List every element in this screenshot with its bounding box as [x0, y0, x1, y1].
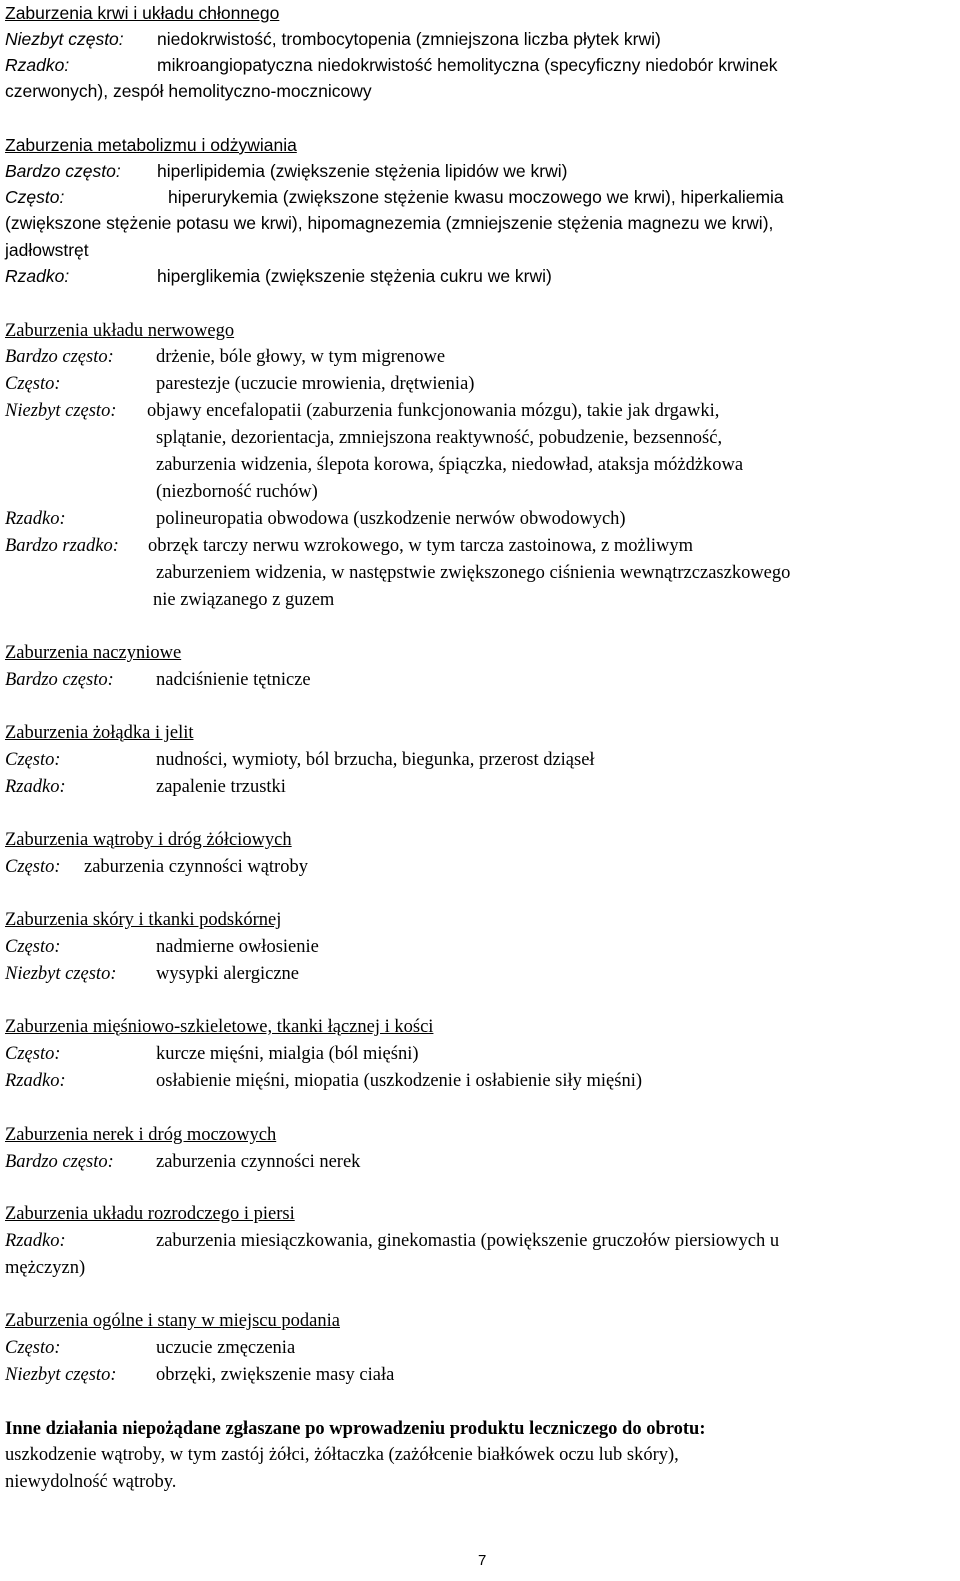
section-title: Zaburzenia krwi i układu chłonnego	[5, 3, 280, 23]
frequency-label: Rzadko:	[5, 55, 70, 75]
effect-text: uczucie zmęczenia	[156, 1338, 296, 1358]
frequency-label: Często:	[5, 750, 61, 770]
frequency-label: Często:	[5, 374, 61, 394]
frequency-label: Często:	[5, 1044, 61, 1064]
effect-text: kurcze mięśni, mialgia (ból mięśni)	[156, 1044, 419, 1064]
section-title: Zaburzenia mięśniowo-szkieletowe, tkanki łącznej i kości	[5, 1017, 434, 1037]
frequency-label: Niezbyt często:	[5, 401, 117, 421]
effect-text: hiperurykemia (zwiększone stężenie kwasu moczowego we krwi), hiperkaliemia	[168, 187, 784, 207]
frequency-label: Rzadko:	[5, 266, 70, 286]
effect-text: obrzęki, zwiększenie masy ciała	[156, 1365, 395, 1385]
section-title: Zaburzenia metabolizmu i odżywiania	[5, 135, 297, 155]
post-marketing-heading: Inne działania niepożądane zgłaszane po wprowadzeniu produktu leczniczego do obrotu:	[5, 1419, 706, 1439]
effect-text: (niezborność ruchów)	[156, 482, 318, 502]
section-title: Zaburzenia układu rozrodczego i piersi	[5, 1204, 295, 1224]
effect-text: polineuropatia obwodowa (uszkodzenie nerwów obwodowych)	[156, 509, 626, 529]
frequency-label: Rzadko:	[5, 1071, 66, 1091]
effect-text: zaburzenia widzenia, ślepota korowa, śpiączka, niedowład, ataksja móżdżkowa	[156, 455, 744, 475]
section-title: Zaburzenia żołądka i jelit	[5, 723, 194, 743]
frequency-label: Niezbyt często:	[5, 29, 124, 49]
frequency-label: Często:	[5, 187, 65, 207]
frequency-label: Rzadko:	[5, 509, 66, 529]
effect-text: czerwonych), zespół hemolityczno-mocznicowy	[5, 81, 372, 101]
section-title: Zaburzenia układu nerwowego	[5, 321, 235, 341]
effect-text: nudności, wymioty, ból brzucha, biegunka, przerost dziąseł	[156, 750, 595, 770]
frequency-label: Rzadko:	[5, 777, 66, 797]
frequency-label: Bardzo często:	[5, 670, 114, 690]
section-title: Zaburzenia ogólne i stany w miejscu podania	[5, 1311, 340, 1331]
frequency-label: Bardzo często:	[5, 161, 121, 181]
effect-text: wysypki alergiczne	[156, 964, 299, 984]
effect-text: zaburzenia miesiączkowania, ginekomastia (powiększenie gruczołów piersiowych u	[156, 1231, 780, 1251]
frequency-label: Rzadko:	[5, 1231, 66, 1251]
effect-text: osłabienie mięśni, miopatia (uszkodzenie i osłabienie siły mięśni)	[156, 1071, 643, 1091]
effect-text: (zwiększone stężenie potasu we krwi), hipomagnezemia (zmniejszenie stężenia magnezu we krwi),	[5, 213, 774, 233]
effect-text: mężczyzn)	[5, 1258, 86, 1278]
effect-text: niewydolność wątroby.	[5, 1472, 177, 1492]
effect-text: zaburzenia czynności wątroby	[84, 857, 308, 877]
effect-text: jadłowstręt	[5, 240, 89, 260]
effect-text: zaburzeniem widzenia, w następstwie zwiększonego ciśnienia wewnątrzczaszkowego	[156, 563, 791, 583]
effect-text: splątanie, dezorientacja, zmniejszona reaktywność, pobudzenie, bezsenność,	[156, 428, 723, 448]
section-title: Zaburzenia wątroby i dróg żółciowych	[5, 830, 292, 850]
effect-text: mikroangiopatyczna niedokrwistość hemolityczna (specyficzny niedobór krwinek	[157, 55, 778, 75]
effect-text: hiperlipidemia (zwiększenie stężenia lipidów we krwi)	[157, 161, 568, 181]
frequency-label: Często:	[5, 857, 61, 877]
frequency-label: Bardzo rzadko:	[5, 536, 119, 556]
frequency-label: Niezbyt często:	[5, 1365, 117, 1385]
effect-text: nadciśnienie tętnicze	[156, 670, 311, 690]
effect-text: objawy encefalopatii (zaburzenia funkcjonowania mózgu), takie jak drgawki,	[147, 401, 720, 421]
section-title: Zaburzenia skóry i tkanki podskórnej	[5, 910, 282, 930]
effect-text: nie związanego z guzem	[153, 590, 335, 610]
effect-text: uszkodzenie wątroby, w tym zastój żółci, żółtaczka (zażółcenie białkówek oczu lub skóry),	[5, 1445, 679, 1465]
frequency-label: Często:	[5, 937, 61, 957]
effect-text: hiperglikemia (zwiększenie stężenia cukru we krwi)	[157, 266, 552, 286]
effect-text: zaburzenia czynności nerek	[156, 1152, 361, 1172]
effect-text: niedokrwistość, trombocytopenia (zmniejszona liczba płytek krwi)	[157, 29, 661, 49]
section-title: Zaburzenia nerek i dróg moczowych	[5, 1125, 277, 1145]
frequency-label: Bardzo często:	[5, 347, 114, 367]
frequency-label: Często:	[5, 1338, 61, 1358]
page-number: 7	[478, 1552, 487, 1569]
effect-text: zapalenie trzustki	[156, 777, 286, 797]
section-title: Zaburzenia naczyniowe	[5, 643, 182, 663]
effect-text: drżenie, bóle głowy, w tym migrenowe	[156, 347, 446, 367]
frequency-label: Bardzo często:	[5, 1152, 114, 1172]
effect-text: parestezje (uczucie mrowienia, drętwienia)	[156, 374, 475, 394]
frequency-label: Niezbyt często:	[5, 964, 117, 984]
effect-text: obrzęk tarczy nerwu wzrokowego, w tym tarcza zastoinowa, z możliwym	[148, 536, 694, 556]
effect-text: nadmierne owłosienie	[156, 937, 319, 957]
